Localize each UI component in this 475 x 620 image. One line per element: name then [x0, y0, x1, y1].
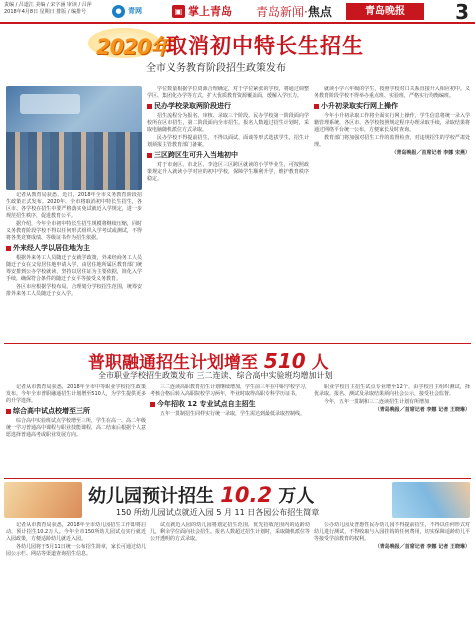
editor-line: 责编 / 吕道江 美编 / 宋字涵 审读 / 吕萍 [4, 2, 92, 8]
article1-col2 [147, 86, 309, 340]
qingwang-logo-text: 青网 [128, 7, 142, 15]
square-bullet-icon [147, 153, 152, 158]
paragraph: 记者从市教育局获悉，2018年全市中等职业学校招生政策发布。今年全市普职融通招生计划增至510人，为学生提供更多的升学选择。 [6, 384, 146, 404]
article1-byline: （青岛晚报／首席记者 李娜 宋燕） [391, 150, 470, 156]
article2-subhead-2: 今年招收 12 专业试点自主招生 [150, 400, 310, 409]
article1-photo [6, 86, 142, 190]
article2-byline: （青岛晚报／首席记者 李娜 记者 王晓琳） [374, 407, 470, 413]
paragraph: 对于市南区、市北区、李沧区三区跨区就读的小学毕业生，可按照政策规定升入就读小学对应的初中学校，保障学生顺利升学，维护教育秩序稳定。 [147, 162, 309, 182]
article1-subhead-4: 小升初录取实行网上操作 [314, 102, 470, 111]
article2-subtitle: 全市职业学校招生政策发布 三二连读、综合高中实验班均增加计划 [98, 371, 333, 380]
article3-col3 [314, 522, 470, 616]
square-bullet-icon [6, 246, 11, 251]
article2-col3 [314, 384, 470, 476]
article3-byline: （青岛晚报／首席记者 李娜 记者 王晓琳） [374, 544, 470, 550]
article1-subhead-3: 三区跨区生可升入当地初中 [147, 151, 309, 160]
paragraph: 五年一贯制招生同样实行统一录取，学生需达到最低录取控制线。 [160, 411, 306, 417]
article3-photo-right [392, 482, 470, 518]
article2-title-number: 510 [263, 349, 306, 373]
section-title [256, 3, 332, 20]
article3-col2 [150, 522, 310, 616]
article1-year: 2020年 [96, 35, 171, 59]
app-logo-icon: ▣ [172, 5, 185, 18]
masthead [0, 0, 475, 24]
section-name: 焦点 [307, 5, 332, 19]
qingwang-logo [112, 4, 142, 18]
app-logo [172, 3, 232, 19]
masthead-info [4, 2, 92, 16]
article2-col1 [6, 384, 146, 476]
article1-subhead-2: 民办学校录取两阶段进行 [147, 102, 309, 111]
qingwang-logo-icon: ● [112, 5, 125, 18]
article1-title: 取消初中特长生招生 [166, 34, 364, 58]
square-bullet-icon [314, 104, 319, 109]
paragraph: 试点就近入园的幼儿园将划定招生范围，优先招收范围内的适龄幼儿，剩余学位面向社会招生。报名人数超过招生计划时，采取随机派位等公开透明的方式录取。 [150, 522, 310, 542]
paragraph: 综合高中实验班试点学校增至三所，学生在高一、高二年级统一学习普通高中课程与职业技能课程，高二结束后根据个人意愿选择普通高考或职业发展方向。 [6, 418, 146, 438]
article1-subhead-1: 外来经人学以居住地为主 [6, 244, 142, 253]
paragraph: 据介绍，今年全市初中特长生招生规模将继续压缩，同时义务教育阶段学校不得以任何形式组织入学考试或测试，不得将各类竞赛成绩、等级证书作为招生依据。 [6, 221, 142, 241]
paragraph: 根据外来务工人员随迁子女就学政策，外来经商务工人员随迁子女在父母居住地申请入学，由居住地所属区教育部门统筹安排到公办学校就读，坚持以居住证为主要依据，简化入学手续，确保符合条件的随迁子女平等接受义务教育。 [6, 255, 142, 282]
article3-col1 [6, 522, 146, 616]
page-number: 3 [455, 0, 469, 24]
paragraph: 各幼儿园将于5月11日统一公布招生简章，家长可通过幼儿园公示栏、网站等渠道查询招生信息。 [6, 544, 146, 557]
paragraph: 教育部门将加强对招生工作的监督检查，对违规招生的学校严肃处理。 [314, 135, 470, 148]
article3-title-number: 10.2 [220, 483, 273, 507]
paragraph: 就读小学六年级的学生，按照学校对口关系直接升入相应初中。义务教育阶段学校不得举办重点班、实验班，严格实行均衡编班。 [314, 86, 470, 99]
paragraph: 今年小升初录取工作将全面实行网上操作，学生信息将统一录入学籍管理系统，各区市、各学校按照规定程序办理录取手续，录取结果将通过网络平台统一公布，方便家长及时查询。 [314, 113, 470, 133]
paragraph: 民办学校不得提前招生，不得以面试、面谈等形式选拔学生，招生计划须报主管教育部门备案。 [147, 135, 309, 148]
paragraph: 招生流程分为报名、审核、录取三个阶段。民办学校第一阶段面向学校所在区市招生，第二阶段面向全市招生。报名人数超过招生计划时，采取电脑随机派位方式录取。 [147, 113, 309, 133]
paragraph: 记者从市教育局获悉，2018年全市幼儿园招生工作即将启动，预计招生10.2万人。今年全市150所幼儿园试点实行就近入园政策，方便适龄幼儿就近入园。 [6, 522, 146, 542]
paragraph: 今年，五年一贯制和三二连读招生计划有所增加 [324, 399, 430, 405]
section-prefix: 青岛新闻· [256, 5, 308, 19]
paragraph: 职业学校自主招生试点专业增至12个，由学校自主组织测试，择优录取。报名、测试及录取结果须向社会公示，接受社会监督。 [314, 384, 470, 397]
paragraph: 记者从教育局获悉，近日，2018年全市义务教育阶段招生政策正式发布。2020年，全市将取消初中特长生招生，各区市、各学校在招生中要严格落实免试就近入学规定，进一步规范招生秩序，促进教育公平。 [6, 192, 142, 219]
paragraph: 各区市应根据学校布局，合理划分学校招生范围，统筹安排外来务工人员随迁子女入学。 [6, 284, 142, 297]
divider [4, 478, 471, 479]
article3-subtitle: 150 所幼儿园试点就近入园 5 月 11 日各园公布招生简章 [116, 508, 320, 517]
square-bullet-icon [6, 409, 11, 414]
article1-headline [0, 28, 475, 86]
article3-title: 幼儿园预计招生 10.2 万人 [88, 483, 315, 507]
article2-subhead-1: 综合高中试点校增至三所 [6, 407, 146, 416]
paragraph: 公办幼儿园及普惠性民办幼儿园不得提前招生，不得以任何形式对幼儿进行测试，不得收取与入园挂钩的任何费用，切实保障适龄幼儿平等接受学前教育的权利。 [314, 522, 470, 542]
square-bullet-icon [150, 402, 155, 407]
article2-title: 普职融通招生计划增至 510 人 [88, 349, 329, 373]
article1-subtitle: 全市义务教育阶段招生政策发布 [146, 63, 286, 74]
article3-photo-left [4, 482, 82, 518]
square-bullet-icon [147, 104, 152, 109]
article2-col2 [150, 384, 310, 476]
article1-col1 [6, 192, 142, 340]
app-logo-text: 掌上青岛 [188, 5, 232, 18]
date-line: 2018年4月8日 星期日 排版 / 编排号 [4, 9, 87, 15]
paragraph: 三二连读高职教育招生计划继续增加，学生前三年在中职学校学习，考核合格后转入高职院校学习两年，毕业时取得高职专科学历证书。 [150, 384, 310, 397]
paragraph: 学位数量根据学位资源合理确定，对于学位紧张的学校，将通过调整学区、集团化办学等方式，扩大优质教育资源覆盖面，缓解入学压力。 [147, 86, 309, 99]
divider [4, 343, 471, 344]
paper-logo: 青岛晚报 [346, 3, 424, 20]
article1-col3 [314, 86, 470, 340]
